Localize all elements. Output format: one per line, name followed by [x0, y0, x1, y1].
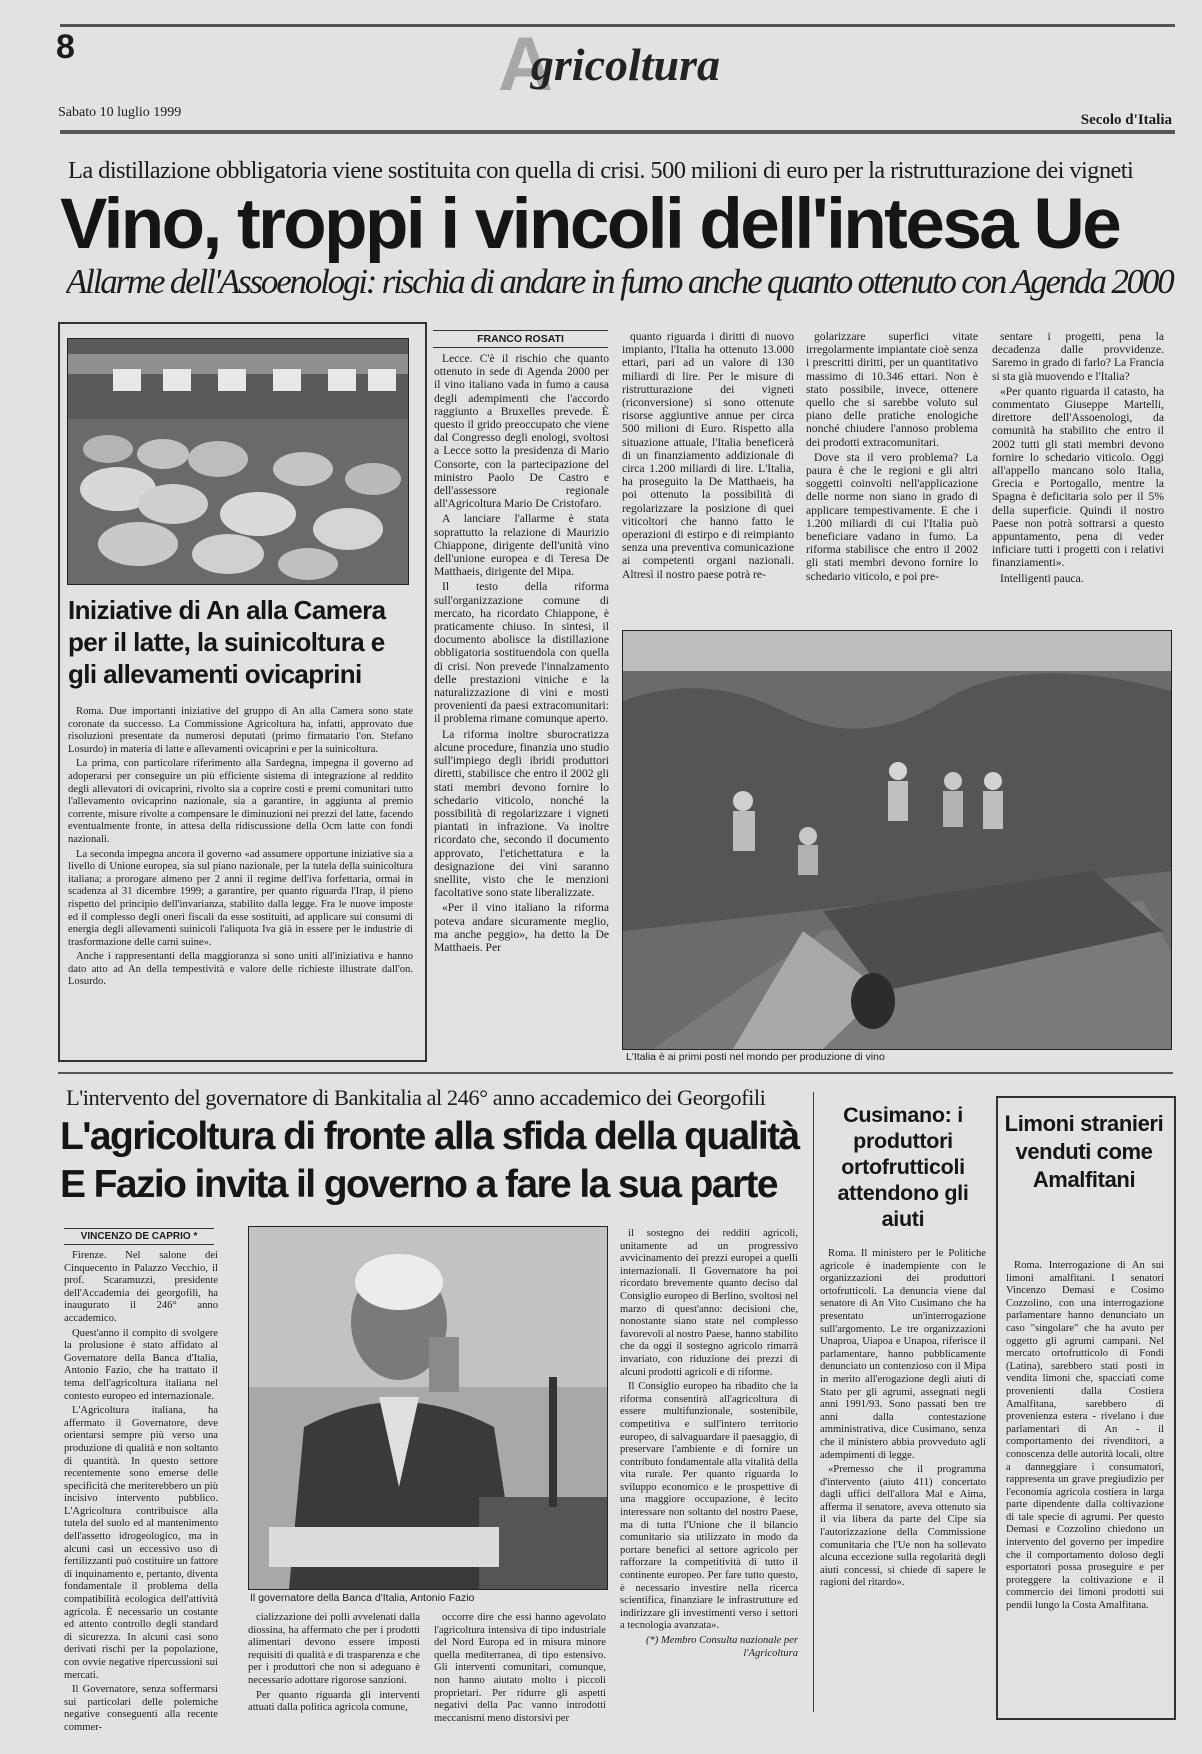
section-initial: A [498, 22, 553, 107]
main-headline: Vino, troppi i vincoli dell'intesa Ue [60, 185, 1120, 264]
main-paragraph: A lanciare l'allarme è stata soprattutto la relazione di Maurizio Chiappone, dirigente dell'unità vino dell'unione europea e di Teresa De Matthaeis, dirigente del Mipa. [434, 512, 609, 579]
column-divider [813, 1092, 814, 1712]
fazio-overline: L'intervento del governatore di Bankitalia al 246° anno accademico dei Georgofili [66, 1085, 766, 1110]
main-col-3 [806, 330, 978, 585]
fazio-paragraph: occorre dire che essi hanno agevolato l'agricoltura intensiva di tipo industriale del Nord Europa ed in misura minore quella mediterranea, di tipo estensivo. Gli interventi comunitari, comunque, non hanno aiutato molto i piccoli proprietari. Per ridurre gli aspetti negativi della Pac vanno introdotti meccanismi meno distorsivi per [434, 1612, 606, 1724]
fazio-author: VINCENZO DE CAPRIO * [64, 1228, 214, 1245]
main-paragraph: golarizzare superfici vitate irregolarmente impiantate cioè senza i prescritti diritti, per un quantitativo massimo di 10.346 ettari. Non è stato possibile, invece, ottenere quello che si sarebbe voluto sul piano delle pratiche enologiche nonché chiudere l'annoso problema dei prodotti extracomunitari. [806, 330, 978, 449]
an-body [68, 706, 413, 991]
limoni-body [1006, 1260, 1164, 1615]
pig-farm-photo [67, 338, 409, 585]
fazio-headline-2: E Fazio invita il governo a fare la sua parte [60, 1163, 777, 1206]
main-col-1 [434, 352, 609, 956]
main-col-4 [992, 330, 1164, 587]
fazio-paragraph: cializzazione dei polli avvelenati dalla diossina, ha affermato che per i prodotti alimentari devono essere imposti requisiti di qualità e di trasparenza e che per i produttori che non si adeguano è necessario adottare rigorose sanzioni. [248, 1612, 420, 1686]
fazio-photo [248, 1226, 608, 1590]
main-paragraph: Intelligenti pauca. [1000, 571, 1084, 585]
fazio-paragraph: Il Governatore, senza soffermarsi sui particolari delle polemiche negative conseguenti alla recente commer- [64, 1684, 218, 1733]
fazio-paragraph: L'Agricoltura italiana, ha affermato il Governatore, deve orientarsi sempre più verso una produzione di qualità e non soltanto di quantità. In questo settore recentemente sono emerse delle specificità che meriterebbero un più incisivo intervento pubblico. L'Agricoltura contribuisce alla tutela del suolo ed al mantenimento dell'assetto idrogeologico, ma in alcuni casi un eccessivo uso di fertilizzanti può costituire un fattore di inquinamento e, pertanto, diventa fondamentale il problema della compatibilità ecologica dell'attività agricola. È necessario un costante ed attento controllo degli standard di sicurezza. In alcuni casi sono derivati rischi per la popolazione, con ovvie negative ripercussioni sui mercati. [64, 1405, 218, 1681]
section-rest: gricoltura [530, 39, 721, 90]
main-paragraph: quanto riguarda i diritti di nuovo impianto, l'Italia ha ottenuto 13.000 ettari, pari ad un valore di 130 miliardi di lire. Per le misure di ristrutturazione dei vigneti (riconversione) si sono ottenute risorse aggiuntive annue per circa 500 milioni di Euro. Rispetto alla situazione attuale, l'Italia beneficerà di un finanziamento addizionale di circa 1.200 miliardi di lire. L'Italia, ha proseguito la De Matthaeis, ha poi ottenuto la possibilità di regolarizzare la posizione di quei viticoltori che hanno fatto le operazioni di estirpo e di reimpianto senza una preventiva comunicazione ai competenti organi nazionali. Altresì il nostro paese potrà re- [622, 330, 794, 581]
limoni-headline: Limoni stranieri venduti come Amalfitani [1004, 1111, 1164, 1192]
cusimano-body [820, 1248, 986, 1592]
fazio-col-3 [434, 1612, 606, 1727]
fazio-paragraph: il sostegno dei redditi agricoli, unitamente ad un progressivo avvicinamento dei prezzi europei a quelli internazionali. Il Governatore ha poi ricordato brevemente quanto deciso dal Consiglio europeo di Berlino, svoltosi nel marzo di quest'anno: decisioni che, nonostante siano state nel complesso favorevoli al nostro Paese, hanno stabilito che da oggi il sostegno agricolo rimarrà invariato, con riduzione dei prezzi di alcuni prodotti agricoli e di riforme. [620, 1228, 798, 1378]
main-paragraph: Dove sta il vero problema? La paura è che le regioni e gli altri soggetti coinvolti nell'applicazione delle norme non siano in grado di applicare tempestivamente. E che i 1.200 miliardi di cui l'Italia può beneficiare vadano in fumo. La riforma stabilisce che entro il 2002 gli stati membri devono fornire lo schedario viticolo, e poi pre- [806, 450, 978, 583]
fazio-col-2 [248, 1612, 420, 1717]
cusimano-paragraph: «Premesso che il programma d'intervento (aiuto 411) concertato dagli uffici dell'allora Mal e Aima, afferma il senatore, aveva ottenuto sia il via libera da parte del Cipe sia l'autorizzazione della Commissione comunitaria che l'Ue non ha sollevato alcuna eccezione sulla regolarità degli aiuti concessi, si chiede di sapere le ragioni del ritardo». [820, 1464, 986, 1589]
fazio-col-1 [64, 1250, 218, 1737]
cusimano-paragraph: Roma. Il ministero per le Politiche agricole è inadempiente con le organizzazioni dei produttori ortofrutticoli. La denuncia viene dal senatore di An Vito Cusimano che ha presentato un'interrogazione sull'argomento. Le tre organizzazioni Unaproa, Uiapoa e Unapoa, riferisce il parlamentare, hanno pubblicamente denunciato un contenzioso con il Mipa in merito all'erogazione degli aiuti di Stato per gli agrumi, assegnati negli anni 1991/93. Sono passati ben tre anni dalla contestazione amministrativa, dice Cusimano, senza che il ministero abbia provveduto agli adempimenti di legge. [820, 1248, 986, 1461]
vineyard-caption: L'Italia è ai primi posti nel mondo per produzione di vino [626, 1051, 885, 1063]
fazio-paragraph: Quest'anno il compito di svolgere la prolusione è stato affidato al Governatore della Banca d'Italia, Antonio Fazio, che ha trattato il tema dell'agricoltura italiana nel contesto europeo ed internazionale. [64, 1327, 218, 1402]
limoni-paragraph: Roma. Interrogazione di An sui limoni amalfitani. I senatori Vincenzo Demasi e Cosimo Cozzolino, con una interrogazione parlamentare hanno denunciato un caso "singolare" che ha avuto per oggetto gli agrumi campani. Nel mercato ortofrutticolo di Fondi (Latina), sarebbero stati posti in vendita limoni che, spacciati come provenienti dalla Costiera Amalfitana, sarebbero di provenienza estera - rivelano i due parlamentari di An - il comportamento dei rivenditori, a conoscenza delle autorità locali, oltre a danneggiare i consumatori, rappresenta un grave pregiudizio per l'economia agricola costiera in larga parte dipendente dalla coltivazione di tale specie di agrumi. Per questo Demasi e Cozzolino chiedono un intervento del governo per impedire che il comportamento doloso degli esportatori possa proseguire e per proteggere la coltivazione e il commercio dei limoni prodotti sui pendii lungo la Costa Amalfitana. [1006, 1260, 1164, 1612]
fazio-paragraph: Per quanto riguarda gli interventi attuati dalla politica agricola comune, [248, 1689, 420, 1714]
top-rule [60, 24, 1175, 27]
fazio-col-4 [620, 1228, 798, 1662]
fazio-footnote: (*) Membro Consulta nazionale per l'Agricoltura [645, 1635, 798, 1659]
main-paragraph: «Per il vino italiano la riforma poteva andare sicuramente meglio, ma anche peggio», ha detto la De Matthaeis. Per [434, 901, 609, 954]
header-rule [60, 130, 1175, 134]
main-subheadline: Allarme dell'Assoenologi: rischia di andare in fumo anche quanto ottenuto con Agenda 2000 [66, 262, 1173, 301]
an-paragraph: La prima, con particolare riferimento alla Sardegna, impegna il governo ad adoperarsi per conseguire un più efficiente sistema di integrazione al reddito degli allevatori di ovicaprini, rivolto sia a coprire costi e premi comunitari tutto l'allevamento ovicaprino nazionale, sia a garantire, in aggiunta al premio corrente, misure rivolte a compensare le diminuzioni nei prezzi del latte, facendo eventualmente fronte, in attesa della ridiscussione della Ocm latte con fondi nazionali. [68, 758, 413, 845]
an-headline: Iniziative di An alla Camera per il latte, la suinicoltura e gli allevamenti ovicaprini [68, 595, 386, 689]
middle-rule [58, 1072, 1173, 1074]
main-paragraph: sentare i progetti, pena la decadenza dalle provvidenze. Saremo in grado di farlo? La Francia si sta già muovendo e l'Italia? [992, 330, 1164, 383]
vineyard-photo [622, 630, 1172, 1050]
main-paragraph: La riforma inoltre sburocratizza alcune procedure, finanzia uno studio sull'impiego degli ibridi produttori diretti, stabilisce che entro il 2002 gli stati membri devono fornire lo schedario viticolo, nonché la possibilità di regolarizzare i vigneti piantati in infrazione. Va inoltre ricordato che, secondo il documento approvato, l'etichettatura e la designazione dei vini saranno snellite, visto che le menzioni facoltative sono state liberalizzate. [434, 727, 609, 900]
fazio-paragraph: Il Consiglio europeo ha ribadito che la riforma consentirà all'agricoltura di essere multifunzionale, sostenibile, competitiva e sull'intero territorio europeo, di salvaguardare il paesaggio, di preservare l'ambiente e di fornire un contributo fondamentale alla vitalità della vita rurale. Per quanto riguarda lo sviluppo economico e le prospettive di una maggiore occupazione, è lecito interessare non soltanto del nostro Paese, ma di tutta l'Unione che il bilancio comunitario sia utilizzato in modo da portare benefici al settore agricolo per rafforzare la competitività di tutto il continente europeo. Per fare tutto questo, è necessario investire nella ricerca scientifica, finanziare le infrastrutture ed indirizzare gli investimenti verso i settori a tecnologia avanzata». [620, 1381, 798, 1632]
main-col-2 [622, 330, 794, 583]
newspaper-name: Secolo d'Italia [1080, 112, 1172, 128]
main-author: FRANCO ROSATI [433, 330, 608, 348]
an-paragraph: La seconda impegna ancora il governo «ad assumere opportune iniziative sia a livello di Unione europea, sia sul piano nazionale, per la tutela della suinicoltura italiana; a prorogare almeno per 2 anni il regime dell'iva forfettaria, ormai in scadenza al 31 dicembre 1999; a garantire, per quanto riguarda l'Irap, il pieno rispetto del principio dell'invarianza, stabilito dalla legge. Fra le nuove imposte ed il complesso degli oneri fiscali da esse sostituiti, ad applicare sui consumi di energia degli allevamenti suinicoli l'aliquota Iva già in essere per le industrie di trasformazione delle carni suine». [68, 848, 413, 948]
main-paragraph: Lecce. C'è il rischio che quanto ottenuto in sede di Agenda 2000 per il vino italiano vada in fumo a causa degli adempimenti che l'accordo raggiunto a Bruxelles prevede. È questo il grido preoccupato che viene dal Congresso degli enologi, svoltosi a Lecce sotto la presidenza di Mario Consorte, con la partecipazione del ministro Paolo De Castro e dell'assessore regionale all'Agricoltura Mario De Cristofaro. [434, 352, 609, 511]
main-overline: La distillazione obbligatoria viene sostituita con quella di crisi. 500 milioni di euro per la ristrutturazione dei vigneti [68, 157, 1134, 184]
an-paragraph: Roma. Due importanti iniziative del gruppo di An alla Camera sono state coronate da successo. La Commissione Agricoltura ha, infatti, approvato due risoluzioni presentate da numerosi deputati (primo firmatario l'on. Stefano Losurdo) in materia di latte e allevamenti ovicaprini e per la suinicoltura. [68, 706, 413, 755]
section-title [498, 22, 721, 107]
cusimano-headline: Cusimano: i produttori ortofrutticoli attendono gli aiuti [837, 1103, 969, 1231]
date-line: Sabato 10 luglio 1999 [58, 105, 182, 120]
fazio-headline-1: L'agricoltura di fronte alla sfida della qualità [60, 1115, 799, 1158]
main-paragraph: «Per quanto riguarda il catasto, ha commentato Giuseppe Martelli, direttore dell'Assoenologi, da comunità ha stabilito che entro il 2002 tutti gli stati membri devono fornire lo schedario viticolo. Oggi all'appello mancano solo Italia, Grecia e Portogallo, mentre la Spagna è deficitaria solo per il 5% della superficie. Quindi il nostro Paese non potrà sottrarsi a questo appuntamento, pena di veder inficiare tutti i progetti con i relativi finanziamenti». [992, 384, 1164, 570]
page-number: 8 [56, 28, 75, 66]
an-paragraph: Anche i rappresentanti della maggioranza si sono uniti all'iniziativa e hanno dato atto ad An della tempestività e valore delle richieste illustrate dall'on. Losurdo. [68, 951, 413, 988]
main-paragraph: Il testo della riforma sull'organizzazione comune di mercato, ha ricordato Chiappone, è praticamente chiuso. In sintesi, il documento abolisce la distillazione obbligatoria sostituendola con quella di crisi. Non prevede l'innalzamento delle prestazioni viniche e la naturalizzazione di vini e mosti provenienti da paesi extracomunitari: il problema rimane comunque aperto. [434, 580, 609, 726]
fazio-paragraph: Firenze. Nel salone dei Cinquecento in Palazzo Vecchio, il prof. Scaramuzzi, presidente dell'Accademia dei georgofili, ha inaugurato il 246° anno accademico. [64, 1250, 218, 1324]
fazio-photo-caption: Il governatore della Banca d'Italia, Antonio Fazio [250, 1592, 475, 1604]
